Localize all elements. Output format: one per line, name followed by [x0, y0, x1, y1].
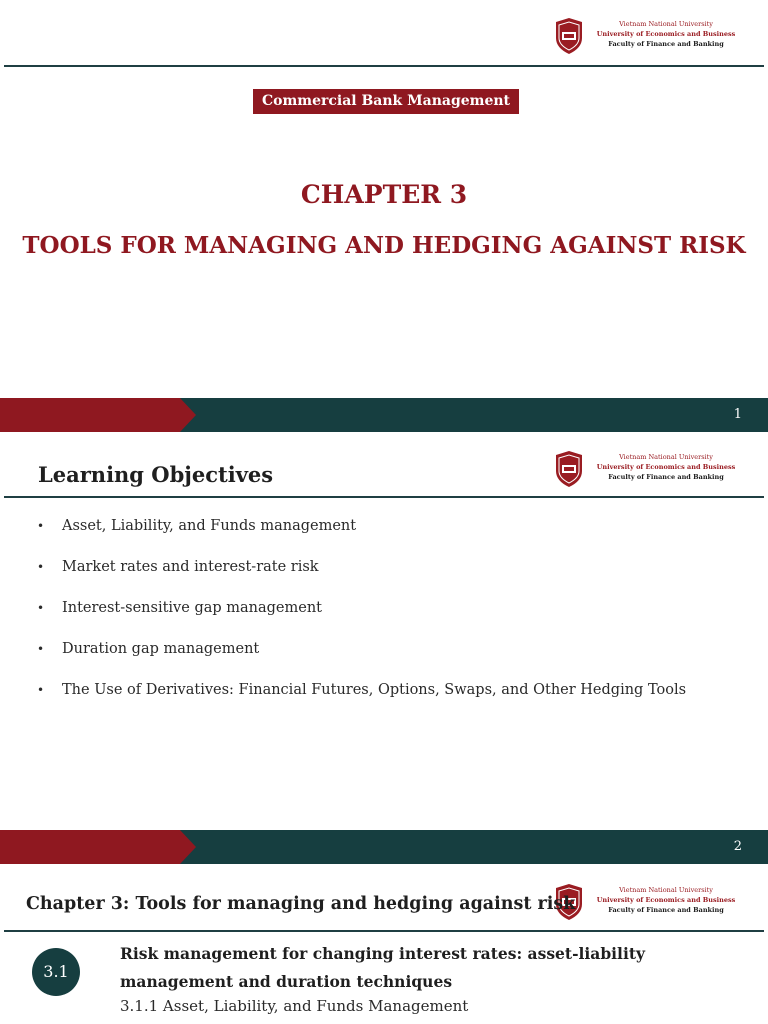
list-item-text: The Use of Derivatives: Financial Futures, Options, Swaps, and Other Hedging Tools	[62, 682, 687, 698]
chapter-number: CHAPTER 3	[300, 180, 468, 209]
university-logo	[554, 16, 744, 56]
bullet-icon: •	[37, 519, 45, 533]
footer-band	[0, 830, 768, 864]
course-tag: Commercial Bank Management	[253, 89, 519, 114]
list-item-text: Asset, Liability, and Funds management	[62, 518, 357, 534]
footer-shape	[0, 830, 768, 864]
logo-line-faculty: Faculty of Finance and Banking	[608, 906, 724, 914]
list-item	[37, 514, 686, 555]
ueb-crest-icon	[554, 18, 584, 54]
page-number: 1	[733, 407, 742, 422]
logo-line-faculty: Faculty of Finance and Banking	[608, 473, 724, 481]
list-item-text: Duration gap management	[62, 641, 260, 657]
list-item-text: Interest-sensitive gap management	[62, 600, 322, 616]
objectives-list	[37, 514, 686, 719]
chapter-title: TOOLS FOR MANAGING AND HEDGING AGAINST RISK	[22, 232, 746, 259]
logo-line-university: Vietnam National University	[619, 886, 713, 894]
logo-line-school: University of Economics and Business	[596, 463, 736, 471]
list-item	[37, 555, 686, 596]
footer-shape	[0, 398, 768, 432]
ueb-crest-icon	[554, 451, 584, 487]
bullet-icon: •	[37, 560, 45, 574]
list-item	[37, 596, 686, 637]
list-item-text: Market rates and interest-rate risk	[62, 559, 319, 575]
bullet-icon: •	[37, 642, 45, 656]
university-logo	[554, 449, 744, 489]
bullet-icon: •	[37, 683, 45, 697]
header-rule	[4, 930, 764, 932]
subsection-heading: 3.1.1 Asset, Liability, and Funds Management	[120, 997, 469, 1015]
logo-line-school: University of Economics and Business	[596, 896, 736, 904]
logo-line-school: University of Economics and Business	[596, 30, 736, 38]
list-item	[37, 678, 686, 719]
section-heading: Risk management for changing interest rates: asset-liability management and duration techniques	[120, 944, 645, 991]
slide-title: Learning Objectives	[38, 462, 274, 487]
page-number: 2	[733, 839, 742, 854]
logo-line-faculty: Faculty of Finance and Banking	[608, 40, 724, 48]
section-number-badge: 3.1	[32, 948, 80, 996]
bullet-icon: •	[37, 601, 45, 615]
university-logo	[554, 882, 744, 922]
footer-band	[0, 398, 768, 432]
slide-1	[0, 0, 768, 432]
slide-title: Chapter 3: Tools for managing and hedging against risk	[26, 894, 576, 914]
slide-3	[0, 864, 768, 1024]
header-rule	[4, 65, 764, 67]
header-rule	[4, 496, 764, 498]
logo-line-university: Vietnam National University	[619, 20, 713, 28]
list-item	[37, 637, 686, 678]
logo-line-university: Vietnam National University	[619, 453, 713, 461]
slide-2	[0, 432, 768, 864]
